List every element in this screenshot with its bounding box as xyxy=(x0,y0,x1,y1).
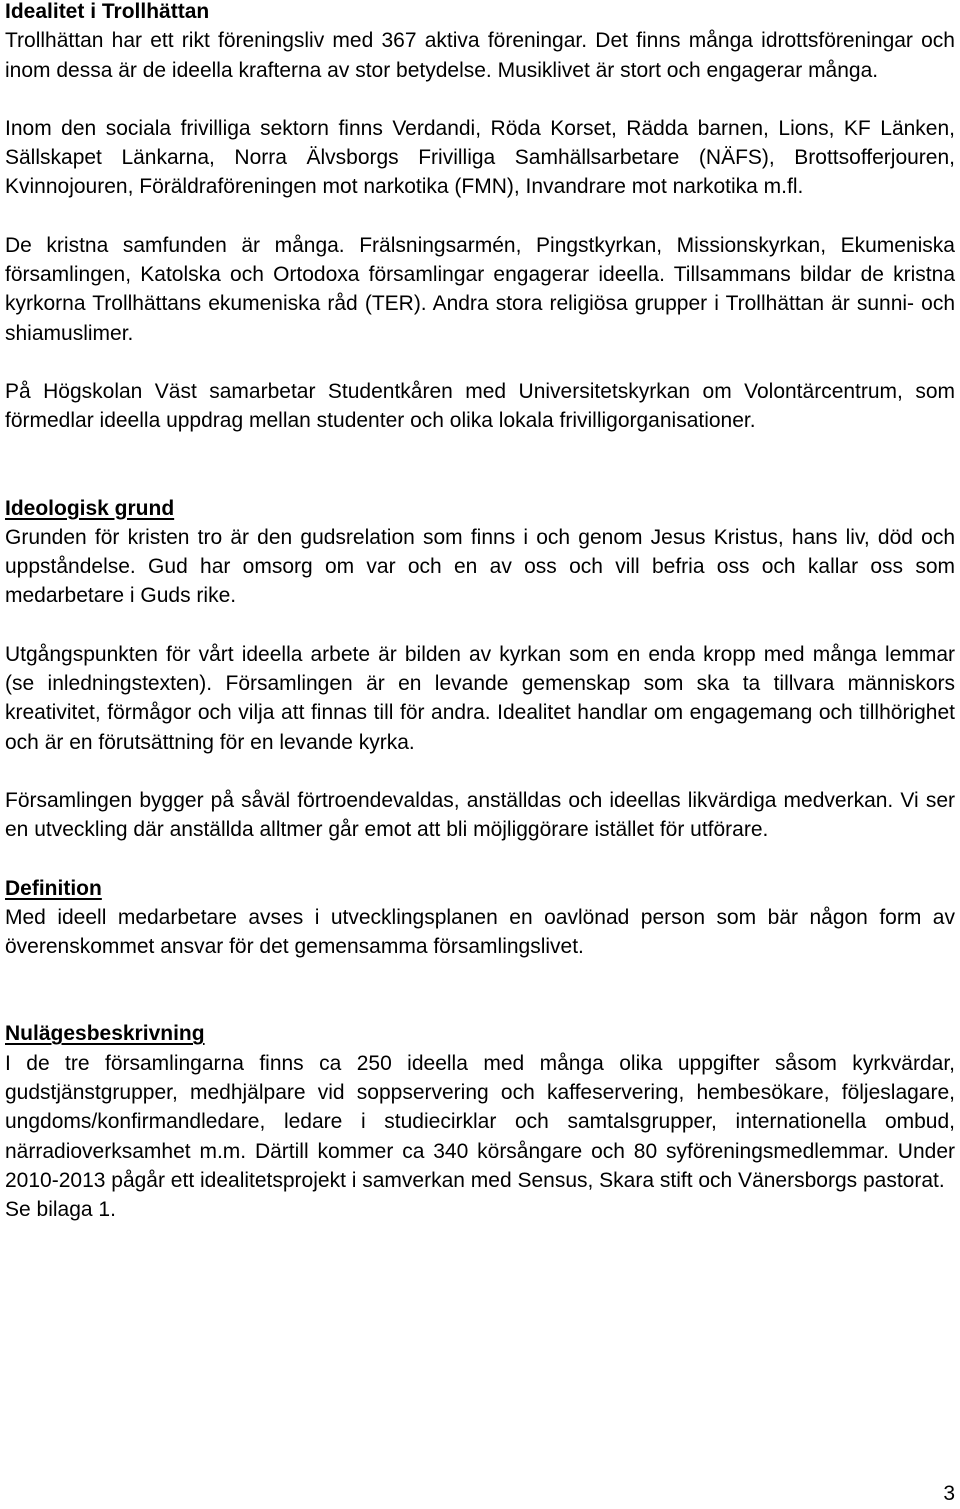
spacer xyxy=(5,348,955,377)
paragraph-ideologisk-1: Grunden för kristen tro är den gudsrelation som finns i och genom Jesus Kristus, hans liv, död och uppståndelse. Gud har omsorg om var och en av oss och vill befria oss och kallar oss som medarbetare i Guds rike. xyxy=(5,525,955,608)
paragraph-nulage-2: Se bilaga 1. xyxy=(5,1198,116,1222)
paragraph-definition-1: Med ideell medarbetare avses i utvecklingsplanen en oavlönad person som bär någon form av överenskommet ansvar för det gemensamma församlingslivet. xyxy=(5,905,955,959)
paragraph-ideologisk-3: Församlingen bygger på såväl förtroendevaldas, anställdas och ideellas likvärdiga medverkan. Vi ser en utveckling där anställda alltmer går emot att bli möjliggörare istället för utförare. xyxy=(5,788,955,842)
section-heading-nulage: Nulägesbeskrivning xyxy=(5,1022,205,1046)
spacer xyxy=(5,611,955,640)
document-page xyxy=(5,0,955,1225)
paragraph-idealitet-2: Inom den sociala frivilliga sektorn finns Verdandi, Röda Korset, Rädda barnen, Lions, KF Länken, Sällskapet Länkarna, Norra Älvsborgs Frivilliga Samhällsarbetare (NÄFS), Brottsofferjouren, Kvinnojouren, Föräldraföreningen mot narkotika (FMN), Invandrare mot narkotika m.fl. xyxy=(5,116,955,199)
spacer xyxy=(5,436,955,494)
paragraph-idealitet-4: På Högskolan Väst samarbetar Studentkåren med Universitetskyrkan om Volontärcentrum, som förmedlar ideella uppdrag mellan studenter och olika lokala frivilligorganisationer. xyxy=(5,379,955,433)
spacer xyxy=(5,757,955,786)
paragraph-idealitet-3: De kristna samfunden är många. Frälsningsarmén, Pingstkyrkan, Missionskyrkan, Ekumeniska församlingen, Katolska och Ortodoxa församlingar engagerar ideella. Tillsammans bildar de kristna kyrkorna Trollhättans ekumeniska råd (TER). Andra stora religiösa grupper i Trollhättan är sunni- och shiamuslimer. xyxy=(5,233,955,345)
paragraph-ideologisk-2: Utgångspunkten för vårt ideella arbete är bilden av kyrkan som en enda kropp med många lemmar (se inledningstexten). Församlingen är en levande gemenskap som ska ta tillvara människors kreativitet, förmågor och vilja att finnas till för andra. Idealitet handlar om engagemang och tillhörighet och är en förutsättning för en levande kyrka. xyxy=(5,642,955,754)
paragraph-nulage-1: I de tre församlingarna finns ca 250 ideella med många olika uppgifter såsom kyrkvärdar, gudstjänstgrupper, medhjälpare vid soppservering och kaffeservering, hembesökare, följeslagare, ungdoms/konfirmandledare, ledare i studiecirklar och samtalsgrupper, internationella ombud, närradioverksamhet m.m. Därtill kommer ca 340 körsångare och 80 syföreningsmedlemmar. Under 2010-2013 pågår ett idealitetsprojekt i samverkan med Sensus, Skara stift och Vänersborgs pastorat. xyxy=(5,1051,955,1192)
section-heading-ideologisk: Ideologisk grund xyxy=(5,496,175,520)
spacer xyxy=(5,202,955,231)
section-heading-definition: Definition xyxy=(5,876,102,900)
section-heading-idealitet: Idealitet i Trollhättan xyxy=(5,0,210,23)
spacer xyxy=(5,961,955,1019)
page-number: 3 xyxy=(943,1482,955,1505)
spacer xyxy=(5,845,955,874)
spacer xyxy=(5,85,955,114)
paragraph-idealitet-1: Trollhättan har ett rikt föreningsliv med 367 aktiva föreningar. Det finns många idrottsföreningar och inom dessa är de ideella krafterna av stor betydelse. Musiklivet är stort och engagerar många. xyxy=(5,29,955,82)
